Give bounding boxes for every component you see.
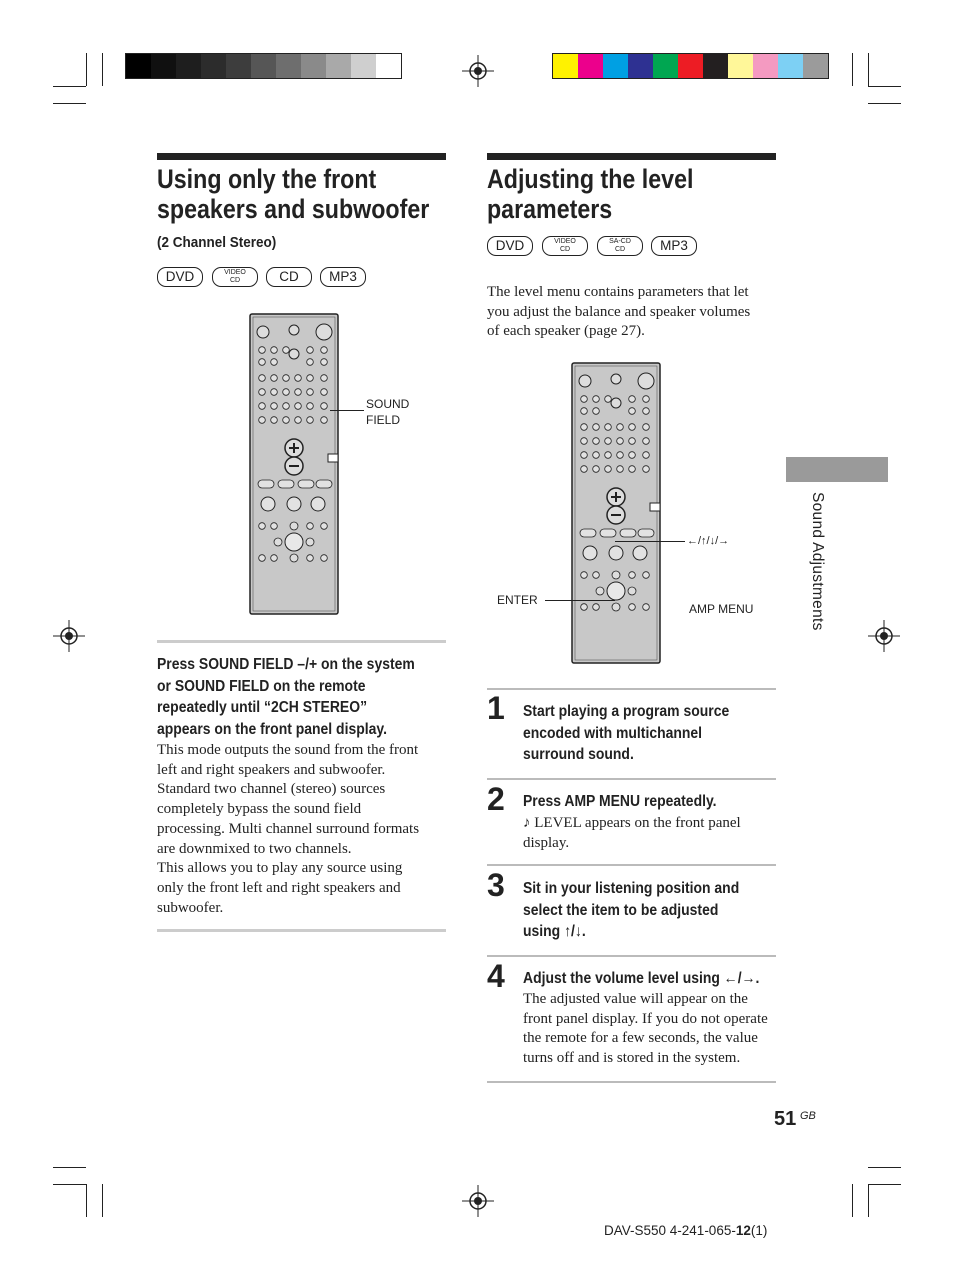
transport-button-icon <box>600 529 616 537</box>
color-swatch <box>553 54 578 78</box>
step-rule <box>487 688 776 690</box>
instruction-line: using ↑/↓. <box>523 923 586 940</box>
right-intro-text <box>487 283 782 342</box>
right-title-line1: Adjusting the level <box>487 164 694 194</box>
color-swatch <box>703 54 728 78</box>
remote-button-icon <box>611 398 621 408</box>
dvd-badge: DVD <box>487 236 533 256</box>
registration-mark-icon <box>868 620 900 652</box>
color-swatch <box>803 54 828 78</box>
page-number: 51 <box>774 1108 797 1130</box>
body-line: This allows you to play any source using <box>157 860 403 877</box>
left-title-line1: Using only the front <box>157 164 377 194</box>
play-pause-stop-icon <box>633 546 647 560</box>
side-switch-icon <box>650 503 660 511</box>
registration-mark-icon <box>462 55 494 87</box>
body-line: you adjust the balance and speaker volumes <box>487 303 751 320</box>
remote-small-button-icon <box>321 347 328 354</box>
callout-line <box>615 541 685 542</box>
gray-swatch <box>176 54 201 78</box>
amp-menu-callout: AMP MENU <box>689 602 754 616</box>
body-line: display. <box>523 834 570 851</box>
side-switch-icon <box>328 454 338 462</box>
section-rule <box>157 153 446 160</box>
remote-small-button-icon <box>259 347 266 354</box>
gray-swatch <box>251 54 276 78</box>
arrow-key-icon <box>306 538 314 546</box>
remote-small-button-icon <box>307 555 314 562</box>
transport-button-icon <box>258 480 274 488</box>
arrow-key-icon <box>290 522 298 530</box>
remote-small-button-icon <box>593 572 600 579</box>
side-tab-label: Sound Adjustments <box>809 492 826 631</box>
remote-control-illustration <box>570 361 666 667</box>
gray-swatch <box>126 54 151 78</box>
enter-callout: ENTER <box>497 593 538 607</box>
remote-small-button-icon <box>581 438 588 445</box>
remote-small-button-icon <box>321 359 328 366</box>
remote-small-button-icon <box>271 555 278 562</box>
remote-small-button-icon <box>643 466 650 473</box>
color-swatch <box>578 54 603 78</box>
transport-button-icon <box>620 529 636 537</box>
remote-small-button-icon <box>643 572 650 579</box>
remote-small-button-icon <box>593 466 600 473</box>
registration-mark-icon <box>53 620 85 652</box>
step-number: 4 <box>487 958 505 994</box>
remote-small-button-icon <box>593 438 600 445</box>
remote-small-button-icon <box>643 438 650 445</box>
step-rule <box>487 1081 776 1083</box>
remote-small-button-icon <box>271 403 278 410</box>
video-cd-badge <box>212 267 258 287</box>
remote-small-button-icon <box>295 389 302 396</box>
remote-small-button-icon <box>605 452 612 459</box>
remote-small-button-icon <box>629 572 636 579</box>
remote-button-icon <box>611 374 621 384</box>
registration-mark-icon <box>462 1185 494 1217</box>
remote-small-button-icon <box>259 403 266 410</box>
power-button-icon <box>579 375 591 387</box>
section-rule <box>157 640 446 643</box>
step-4-instruction <box>523 968 775 990</box>
callout-line <box>330 410 364 411</box>
mp3-badge: MP3 <box>320 267 366 287</box>
play-pause-stop-icon <box>609 546 623 560</box>
step-number: 3 <box>487 867 505 903</box>
right-title <box>487 164 693 224</box>
arrow-key-icon <box>612 603 620 611</box>
remote-small-button-icon <box>643 408 650 415</box>
play-pause-stop-icon <box>311 497 325 511</box>
body-line: only the front left and right speakers and <box>157 879 401 896</box>
step-1-instruction <box>523 701 775 766</box>
instruction-line: select the item to be adjusted <box>523 901 719 919</box>
remote-small-button-icon <box>593 452 600 459</box>
remote-small-button-icon <box>581 424 588 431</box>
step-2-instruction <box>523 791 775 813</box>
remote-small-button-icon <box>593 424 600 431</box>
step-2-body <box>523 814 783 853</box>
remote-button-icon <box>289 325 299 335</box>
instruction-line: appears on the front panel display. <box>157 720 387 738</box>
remote-small-button-icon <box>283 375 290 382</box>
body-line: Standard two channel (stereo) sources <box>157 781 386 798</box>
remote-small-button-icon <box>581 572 588 579</box>
left-instruction <box>157 654 445 740</box>
remote-small-button-icon <box>605 424 612 431</box>
remote-small-button-icon <box>307 523 314 530</box>
color-strip <box>552 53 829 79</box>
remote-small-button-icon <box>307 417 314 424</box>
sound-field-callout-line1: SOUND <box>366 397 410 411</box>
body-line: This mode outputs the sound from the front <box>157 742 419 758</box>
remote-small-button-icon <box>321 523 328 530</box>
body-line: completely bypass the sound field <box>157 801 362 818</box>
color-swatch <box>778 54 803 78</box>
gray-swatch <box>276 54 301 78</box>
remote-small-button-icon <box>617 424 624 431</box>
instruction-line: encoded with multichannel <box>523 724 703 742</box>
remote-small-button-icon <box>581 604 588 611</box>
remote-small-button-icon <box>259 523 266 530</box>
gray-swatch <box>326 54 351 78</box>
color-swatch <box>728 54 753 78</box>
instruction-line: Adjust the volume level using ←/→. <box>523 970 760 987</box>
enter-button-icon <box>607 582 625 600</box>
remote-small-button-icon <box>259 359 266 366</box>
arrow-key-icon <box>596 587 604 595</box>
remote-small-button-icon <box>321 389 328 396</box>
play-pause-stop-icon <box>261 497 275 511</box>
remote-small-button-icon <box>581 452 588 459</box>
dvd-badge: DVD <box>157 267 203 287</box>
remote-small-button-icon <box>617 466 624 473</box>
remote-small-button-icon <box>259 375 266 382</box>
sa-cd-badge <box>597 236 643 256</box>
instruction-line: Start playing a program source <box>523 703 730 720</box>
remote-small-button-icon <box>271 389 278 396</box>
remote-small-button-icon <box>605 466 612 473</box>
remote-small-button-icon <box>307 359 314 366</box>
transport-button-icon <box>298 480 314 488</box>
instruction-line: surround sound. <box>523 746 634 763</box>
sound-field-callout <box>366 396 409 428</box>
remote-small-button-icon <box>259 389 266 396</box>
transport-button-icon <box>580 529 596 537</box>
body-line: turns off and is stored in the system. <box>523 1050 741 1067</box>
step-number: 2 <box>487 781 505 817</box>
body-line: are downmixed to two channels. <box>157 840 352 857</box>
remote-small-button-icon <box>629 438 636 445</box>
section-rule <box>487 153 776 160</box>
side-tab <box>786 457 888 482</box>
remote-small-button-icon <box>581 396 588 403</box>
gray-swatch <box>201 54 226 78</box>
left-body-text <box>157 741 452 918</box>
power-button-icon <box>257 326 269 338</box>
remote-small-button-icon <box>283 389 290 396</box>
gray-swatch <box>351 54 376 78</box>
remote-small-button-icon <box>307 403 314 410</box>
remote-small-button-icon <box>283 417 290 424</box>
body-line: front panel display. If you do not operate <box>523 1010 768 1027</box>
video-cd-badge-text: VIDEO CD <box>224 269 246 284</box>
remote-small-button-icon <box>321 375 328 382</box>
play-pause-stop-icon <box>583 546 597 560</box>
color-swatch <box>678 54 703 78</box>
remote-small-button-icon <box>593 396 600 403</box>
section-rule <box>157 929 446 932</box>
remote-button-icon <box>316 324 332 340</box>
gray-swatch <box>301 54 326 78</box>
remote-small-button-icon <box>307 375 314 382</box>
remote-small-button-icon <box>629 466 636 473</box>
body-line: subwoofer. <box>157 899 224 916</box>
remote-small-button-icon <box>629 424 636 431</box>
video-cd-badge <box>542 236 588 256</box>
instruction-line: or SOUND FIELD on the remote <box>157 677 366 695</box>
remote-small-button-icon <box>283 403 290 410</box>
remote-control-illustration <box>248 312 344 618</box>
body-line: processing. Multi channel surround formats <box>157 820 420 837</box>
instruction-line: repeatedly until “2CH STEREO” <box>157 699 368 716</box>
remote-small-button-icon <box>593 604 600 611</box>
color-swatch <box>603 54 628 78</box>
instruction-line: Sit in your listening position and <box>523 880 740 897</box>
transport-button-icon <box>316 480 332 488</box>
right-title-line2: parameters <box>487 194 613 224</box>
remote-small-button-icon <box>593 408 600 415</box>
cd-badge: CD <box>266 267 312 287</box>
remote-small-button-icon <box>307 389 314 396</box>
sound-field-callout-line2: FIELD <box>366 413 401 427</box>
callout-line <box>545 600 615 601</box>
remote-small-button-icon <box>271 523 278 530</box>
grayscale-strip <box>125 53 402 79</box>
body-line: The level menu contains parameters that let <box>487 284 749 300</box>
left-title-line2: speakers and subwoofer <box>157 194 430 224</box>
remote-small-button-icon <box>271 359 278 366</box>
footer-code: DAV-S550 4-241-065-12(1) <box>604 1223 768 1238</box>
step-number: 1 <box>487 690 505 726</box>
remote-button-icon <box>638 373 654 389</box>
arrow-key-icon <box>290 554 298 562</box>
color-swatch <box>753 54 778 78</box>
instruction-line: Press AMP MENU repeatedly. <box>523 793 717 810</box>
arrow-key-icon <box>612 571 620 579</box>
remote-small-button-icon <box>259 417 266 424</box>
instruction-line: Press SOUND FIELD –/+ on the system <box>157 656 415 673</box>
left-title <box>157 164 429 224</box>
remote-small-button-icon <box>617 438 624 445</box>
remote-small-button-icon <box>295 417 302 424</box>
left-subtitle: (2 Channel Stereo) <box>157 234 277 251</box>
remote-small-button-icon <box>629 452 636 459</box>
gray-swatch <box>376 54 401 78</box>
mp3-badge: MP3 <box>651 236 697 256</box>
play-pause-stop-icon <box>287 497 301 511</box>
remote-small-button-icon <box>283 347 290 354</box>
color-swatch <box>653 54 678 78</box>
remote-small-button-icon <box>617 452 624 459</box>
page-suffix: GB <box>800 1110 816 1122</box>
remote-small-button-icon <box>581 408 588 415</box>
gray-swatch <box>226 54 251 78</box>
transport-button-icon <box>638 529 654 537</box>
arrow-key-icon <box>628 587 636 595</box>
remote-small-button-icon <box>307 347 314 354</box>
remote-small-button-icon <box>259 555 266 562</box>
step-rule <box>487 864 776 866</box>
remote-small-button-icon <box>605 396 612 403</box>
remote-small-button-icon <box>271 375 278 382</box>
remote-small-button-icon <box>643 424 650 431</box>
remote-small-button-icon <box>321 555 328 562</box>
remote-small-button-icon <box>581 466 588 473</box>
remote-small-button-icon <box>629 604 636 611</box>
transport-button-icon <box>278 480 294 488</box>
step-rule <box>487 778 776 780</box>
step-4-body <box>523 990 788 1069</box>
remote-button-icon <box>289 349 299 359</box>
remote-small-button-icon <box>271 347 278 354</box>
remote-small-button-icon <box>321 417 328 424</box>
remote-small-button-icon <box>321 403 328 410</box>
step-3-instruction <box>523 878 775 943</box>
remote-small-button-icon <box>295 403 302 410</box>
remote-small-button-icon <box>643 452 650 459</box>
arrow-keys-callout: ←/↑/↓/→ <box>687 535 730 547</box>
body-line: left and right speakers and subwoofer. <box>157 761 386 778</box>
remote-small-button-icon <box>295 375 302 382</box>
remote-small-button-icon <box>271 417 278 424</box>
remote-small-button-icon <box>605 438 612 445</box>
arrow-key-icon <box>274 538 282 546</box>
sa-cd-badge-text: SA-CD CD <box>609 238 631 253</box>
remote-small-button-icon <box>629 396 636 403</box>
remote-small-button-icon <box>643 396 650 403</box>
remote-small-button-icon <box>629 408 636 415</box>
body-line: The adjusted value will appear on the <box>523 991 748 1007</box>
body-line: of each speaker (page 27). <box>487 323 645 340</box>
video-cd-badge-text: VIDEO CD <box>554 238 576 253</box>
step-rule <box>487 955 776 957</box>
color-swatch <box>628 54 653 78</box>
remote-small-button-icon <box>643 604 650 611</box>
gray-swatch <box>151 54 176 78</box>
body-line: ♪ LEVEL appears on the front panel <box>523 815 741 831</box>
body-line: the remote for a few seconds, the value <box>523 1030 758 1047</box>
enter-button-icon <box>285 533 303 551</box>
